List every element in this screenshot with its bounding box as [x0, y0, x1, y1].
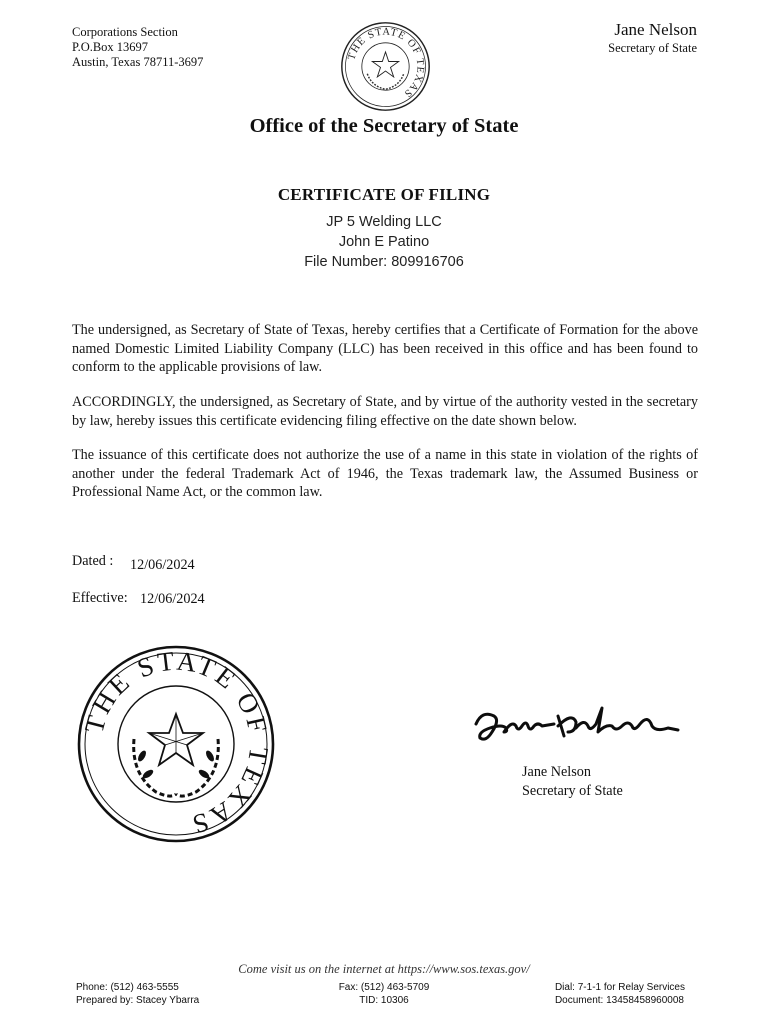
signature-block [522, 763, 623, 800]
texas-seal-small-icon [340, 21, 431, 112]
body-paragraph-2: ACCORDINGLY, the undersigned, as Secretary of State, and by virtue of the authority vested in the secretary by law, hereby issues this certificate evidencing filing effective on the date shown below. [72, 394, 698, 429]
header-signer-title: Secretary of State [608, 41, 697, 55]
entity-name: JP 5 Welding LLC [326, 214, 442, 230]
seal-small-lettering: THE STATE OF TEXAS [346, 26, 426, 100]
signature-title: Secretary of State [522, 782, 623, 799]
effective-value: 12/06/2024 [140, 591, 205, 607]
header-signer-name: Jane Nelson [614, 20, 697, 39]
footer-dial: Dial: 7-1-1 for Relay Services [554, 982, 685, 993]
footer-prepared-by: Prepared by: Stacey Ybarra [76, 994, 200, 1006]
footer-document: Document: 13458458960008 [554, 994, 684, 1006]
body-paragraph-1: The undersigned, as Secretary of State of Texas, hereby certifies that a Certificate of Formation for the above named Domestic Limited Liability Company (LLC) has been received in this office and has been found to conform to the applicable provisions of law. [72, 322, 698, 375]
office-title: Office of the Secretary of State [249, 115, 519, 137]
certificate-title: CERTIFICATE OF FILING [277, 185, 491, 204]
footer-tid: TID: 10306 [359, 994, 409, 1006]
dated-value: 12/06/2024 [130, 557, 195, 573]
footer-right [555, 982, 685, 1007]
texas-seal-large-icon [76, 644, 276, 844]
address-line-3: Austin, Texas 78711-3697 [72, 55, 204, 69]
footer-phone: Phone: (512) 463-5555 [76, 982, 179, 993]
handwritten-signature [472, 702, 682, 750]
seal-large-lettering: THE STATE OF TEXAS [78, 645, 275, 841]
footer-website-line: Come visit us on the internet at https://www.sos.texas.gov/ [238, 962, 530, 976]
address-line-2: P.O.Box 13697 [72, 40, 149, 54]
header-signer [608, 20, 697, 56]
file-number: File Number: 809916706 [304, 254, 464, 270]
contact-name: John E Patino [338, 234, 430, 250]
address-line-1: Corporations Section [72, 25, 178, 39]
office-address [72, 25, 203, 70]
body-paragraph-3: The issuance of this certificate does not authorize the use of a name in this state in violation of the rights of another under the federal Trademark Act of 1946, the Texas trademark law, the Assumed Business or Professional Name Act, or the common law. [72, 447, 698, 500]
effective-label: Effective: [72, 590, 128, 606]
signature-name: Jane Nelson [522, 764, 591, 780]
footer-fax: Fax: (512) 463-5709 [338, 982, 430, 993]
entity-details [0, 212, 768, 272]
dated-label: Dated : [72, 553, 114, 569]
